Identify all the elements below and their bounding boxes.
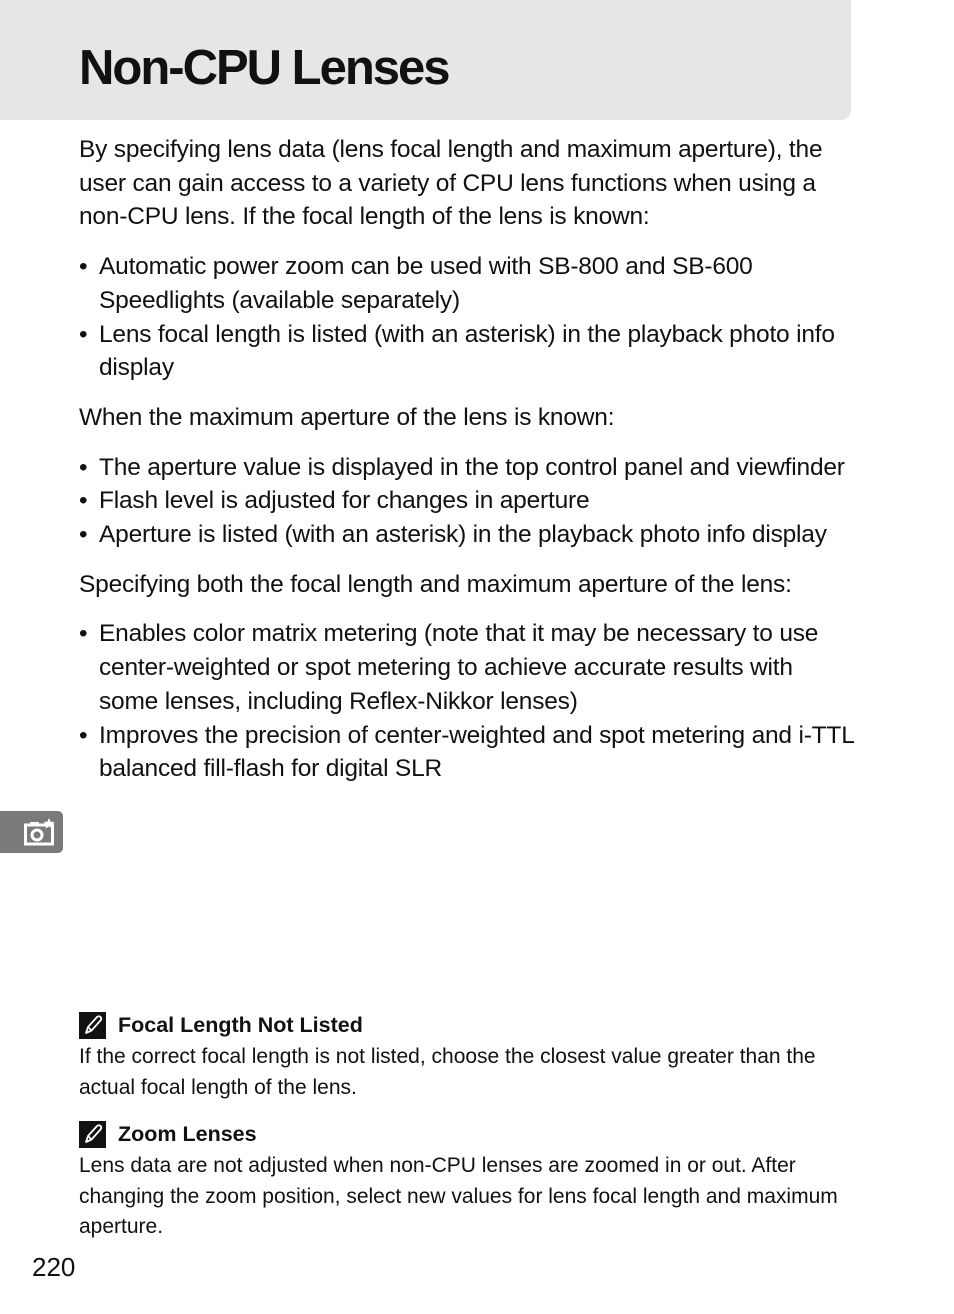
page-number: 220 <box>32 1252 76 1282</box>
pencil-note-icon <box>79 1121 106 1148</box>
note-body: If the correct focal length is not listed, choose the closest value greater than the actual focal length of the lens. <box>79 1045 816 1099</box>
note-zoom-lenses <box>79 1118 859 1243</box>
aperture-list <box>79 451 854 552</box>
focal-length-list <box>79 250 854 385</box>
bullet: • <box>79 487 88 515</box>
note-title: Zoom Lenses <box>118 1121 257 1146</box>
list-item: • Enables color matrix metering (note that it may be necessary to use center-weighted or spot metering to achieve accurate results with some lenses, including Reflex-Nikkor lenses) <box>79 617 854 718</box>
intro-paragraph: By specifying lens data (lens focal length and maximum aperture), the user can gain access to a variety of CPU lens functions when using a non-CPU lens. If the focal length of the lens is known: <box>79 136 823 231</box>
both-paragraph: Specifying both the focal length and maximum aperture of the lens: <box>79 570 792 598</box>
list-item: • Automatic power zoom can be used with SB-800 and SB-600 Speedlights (available separately) <box>79 250 854 317</box>
page-title: Non-CPU Lenses <box>79 41 449 95</box>
camera-setup-icon <box>24 818 56 846</box>
main-content <box>79 133 854 802</box>
note-title: Focal Length Not Listed <box>118 1012 363 1037</box>
bullet: • <box>79 320 88 348</box>
note-focal-length <box>79 1009 859 1103</box>
both-list <box>79 617 854 786</box>
bullet: • <box>79 521 88 549</box>
list-item: • The aperture value is displayed in the top control panel and viewfinder <box>79 451 854 485</box>
bullet: • <box>79 620 88 648</box>
bullet: • <box>79 253 88 281</box>
note-header <box>79 1118 859 1150</box>
section-tab[interactable] <box>0 811 63 853</box>
list-item: • Lens focal length is listed (with an asterisk) in the playback photo info display <box>79 318 854 385</box>
list-item: • Aperture is listed (with an asterisk) in the playback photo info display <box>79 518 854 552</box>
bullet: • <box>79 721 88 749</box>
note-body: Lens data are not adjusted when non-CPU lenses are zoomed in or out. After changing the zoom position, select new values for lens focal length and maximum aperture. <box>79 1154 838 1238</box>
bullet: • <box>79 453 88 481</box>
aperture-paragraph: When the maximum aperture of the lens is known: <box>79 403 615 431</box>
list-item: • Improves the precision of center-weighted and spot metering and i-TTL balanced fill-flash for digital SLR <box>79 719 854 786</box>
note-header <box>79 1009 859 1041</box>
list-item: • Flash level is adjusted for changes in aperture <box>79 484 854 518</box>
pencil-note-icon <box>79 1012 106 1039</box>
